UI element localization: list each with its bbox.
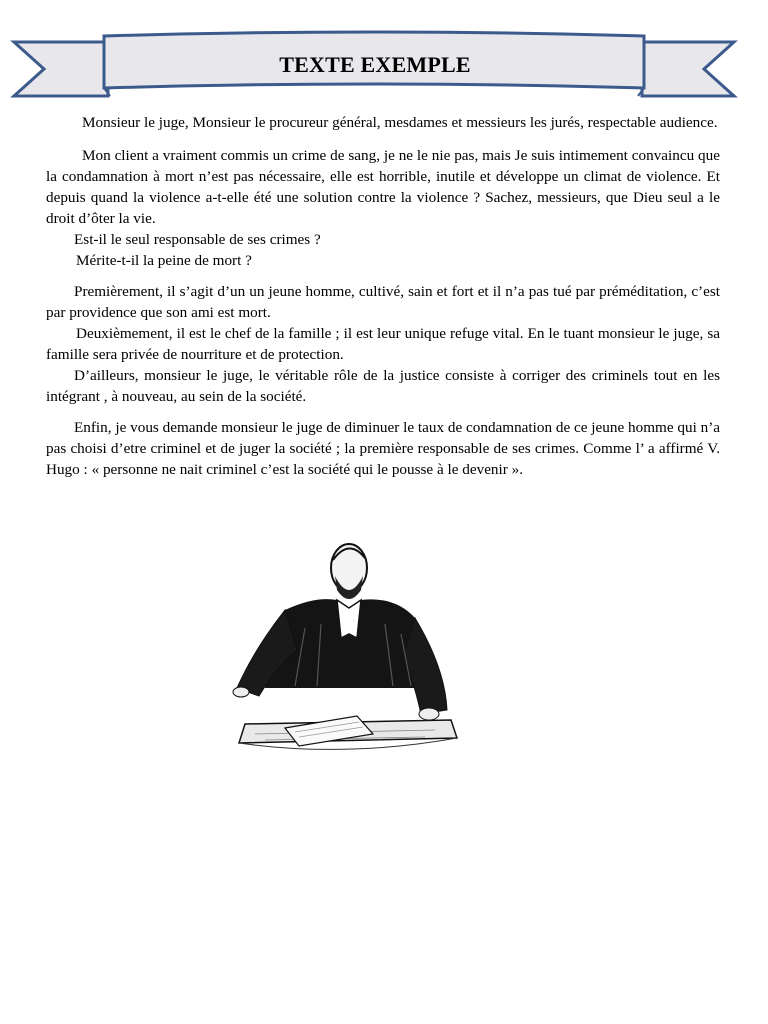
paragraph-third-point: D’ailleurs, monsieur le juge, le véritable rôle de la justice consiste à corriger des criminels tout en les intégrant , à nouveau, au sein de la société. [46,367,720,405]
paragraph-question-2: Mérite-t-il la peine de mort ? [76,252,252,269]
document-body [46,112,720,480]
paragraph-argument: Mon client a vraiment commis un crime de sang, je ne le nie pas, mais Je suis intimement convaincu que la condamnation à mort n’est pas nécessaire, elle est horrible, inutile et développe un climat de violence. Et depuis quand la violence a-t-elle été une solution contre la violence ? Sachez, messieurs, que Dieu seul a le droit d’ôter la vie. [46,147,720,227]
paragraph-conclusion: Enfin, je vous demande monsieur le juge de diminuer le taux de condamnation de ce jeune homme qui n’a pas choisi d’etre criminel et de juger la société ; la première responsable de ses crimes. Comme l’ a affirmé V. Hugo : « personne ne nait criminel c’est la société qui le pousse à le devenir ». [46,419,720,478]
paragraph-salutation: Monsieur le juge, Monsieur le procureur général, mesdames et messieurs les jurés, respectable audience. [82,114,718,131]
page-title: TEXTE EXEMPLE [279,52,471,77]
paragraph-question-1: Est-il le seul responsable de ses crimes ? [74,231,321,248]
lawyer-illustration [225,538,460,763]
paragraph-first-point: Premièrement, il s’agit d’un un jeune homme, cultivé, sain et fort et il n’a pas tué par préméditation, c’est par providence que son ami est mort. [46,283,720,321]
lawyer-drawing [225,538,460,763]
title-banner [0,0,768,110]
paragraph-second-point: Deuxièmement, il est le chef de la famille ; il est leur unique refuge vital. En le tuant monsieur le juge, sa famille sera privée de nourriture et de protection. [46,325,720,363]
